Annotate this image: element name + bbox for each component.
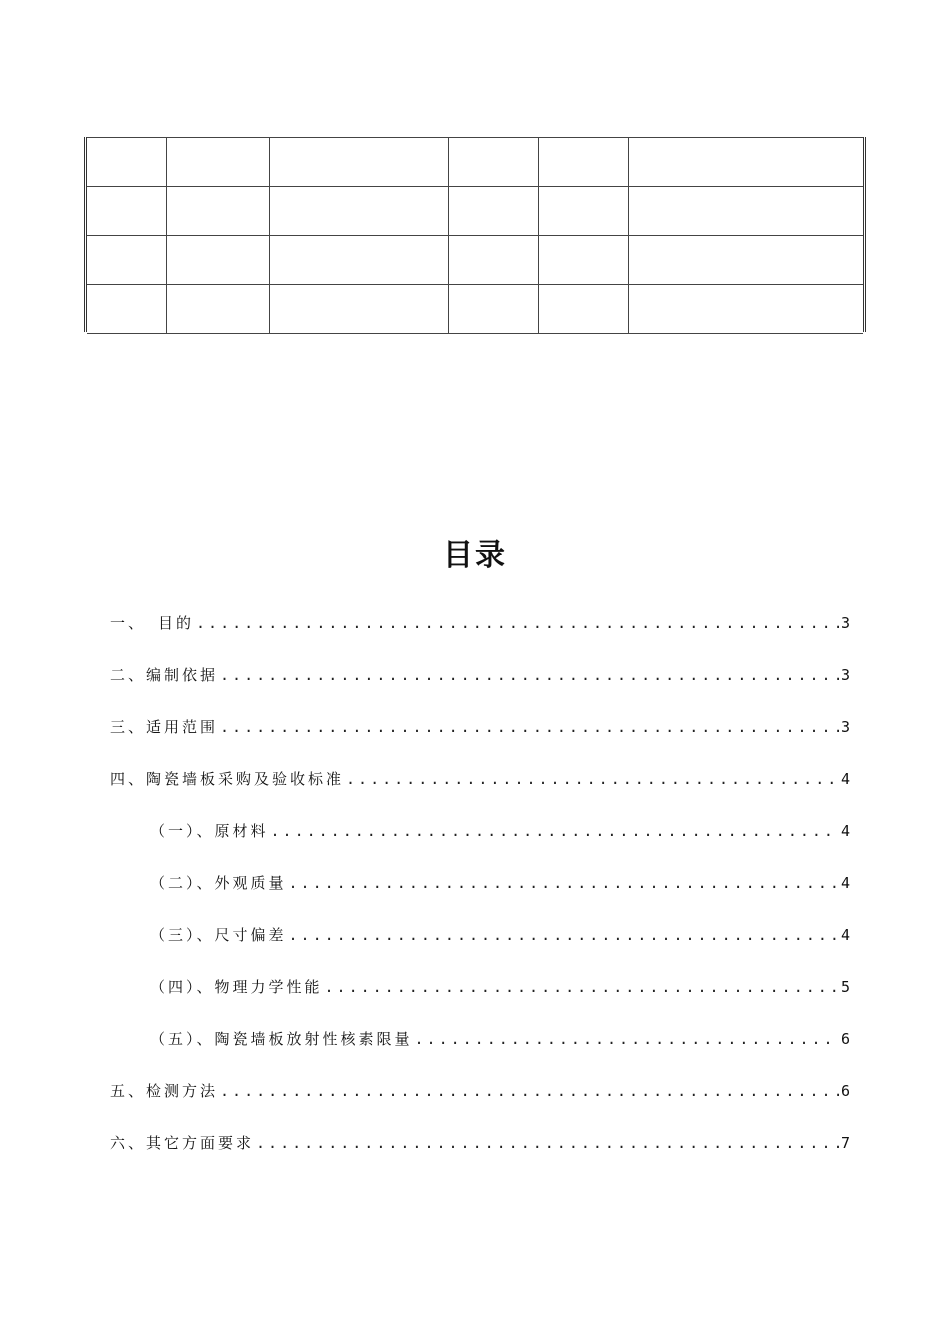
toc-leader-dots — [325, 978, 839, 996]
toc-item-label: 二、编制依据 — [110, 666, 219, 684]
toc-leader-dots — [289, 926, 839, 944]
toc-item[interactable] — [110, 1080, 850, 1132]
table-cell — [269, 187, 448, 236]
table-cell — [538, 236, 628, 285]
table-cell — [87, 236, 166, 285]
toc-leader-dots — [271, 822, 839, 840]
table-cell — [628, 138, 863, 187]
table-row — [87, 187, 863, 236]
toc-item-page: 5 — [840, 978, 850, 996]
toc-leader-dots — [415, 1030, 839, 1048]
toc-item[interactable] — [110, 664, 850, 716]
toc-item-label: （四）、物理力学性能 — [150, 978, 323, 996]
toc-subitem[interactable] — [110, 924, 850, 976]
toc-item-page: 4 — [840, 874, 850, 892]
toc-subitem[interactable] — [110, 872, 850, 924]
toc-item[interactable] — [110, 716, 850, 768]
toc-item-label: （二）、外观质量 — [150, 874, 287, 892]
table-cell — [628, 187, 863, 236]
toc-item-label: 四、陶瓷墙板采购及验收标准 — [110, 770, 345, 788]
toc-item-label: 五、检测方法 — [110, 1082, 219, 1100]
table-cell — [269, 285, 448, 334]
table-cell — [448, 138, 538, 187]
toc-leader-dots — [256, 1134, 839, 1152]
table-cell — [87, 285, 166, 334]
toc-subitem[interactable] — [110, 976, 850, 1028]
toc-leader-dots — [220, 666, 839, 684]
table-cell — [448, 187, 538, 236]
toc-item-page: 4 — [840, 926, 850, 944]
toc-leader-dots — [220, 718, 839, 736]
table-cell — [538, 187, 628, 236]
table-cell — [628, 285, 863, 334]
table-cell — [166, 285, 269, 334]
toc-item[interactable] — [110, 768, 850, 820]
table-cell — [166, 236, 269, 285]
table-row — [87, 285, 863, 334]
table-cell — [87, 138, 166, 187]
toc-item-label: （三）、尺寸偏差 — [150, 926, 287, 944]
table-cell — [628, 236, 863, 285]
toc-item-page: 6 — [840, 1082, 850, 1100]
table-cell — [269, 138, 448, 187]
table-cell — [538, 285, 628, 334]
table-cell — [87, 187, 166, 236]
toc-item-page: 6 — [840, 1030, 850, 1048]
table-of-contents — [110, 612, 850, 1184]
table-cell — [538, 138, 628, 187]
table-cell — [448, 285, 538, 334]
toc-leader-dots — [289, 874, 839, 892]
record-table-grid — [87, 137, 863, 334]
table-cell — [166, 138, 269, 187]
toc-subitem[interactable] — [110, 1028, 850, 1080]
toc-item-page: 3 — [840, 666, 850, 684]
toc-leader-dots — [220, 1082, 839, 1100]
toc-title: 目录 — [443, 538, 507, 573]
table-cell — [448, 236, 538, 285]
toc-item-label: 一、 目的 — [110, 614, 195, 632]
toc-item-page: 3 — [840, 614, 850, 632]
table-cell — [269, 236, 448, 285]
toc-item-label: （一）、原材料 — [150, 822, 269, 840]
toc-item[interactable] — [110, 612, 850, 664]
toc-item-label: 三、适用范围 — [110, 718, 219, 736]
toc-item-label: 六、其它方面要求 — [110, 1134, 255, 1152]
toc-leader-dots — [196, 614, 839, 632]
toc-item-page: 7 — [840, 1134, 850, 1152]
toc-item-page: 4 — [840, 822, 850, 840]
toc-item-page: 4 — [840, 770, 850, 788]
record-table — [84, 137, 866, 332]
toc-item-page: 3 — [840, 718, 850, 736]
table-row — [87, 236, 863, 285]
toc-leader-dots — [346, 770, 839, 788]
toc-subitem[interactable] — [110, 820, 850, 872]
table-row — [87, 138, 863, 187]
table-cell — [166, 187, 269, 236]
toc-item[interactable] — [110, 1132, 850, 1184]
toc-item-label: （五）、陶瓷墙板放射性核素限量 — [150, 1030, 413, 1048]
